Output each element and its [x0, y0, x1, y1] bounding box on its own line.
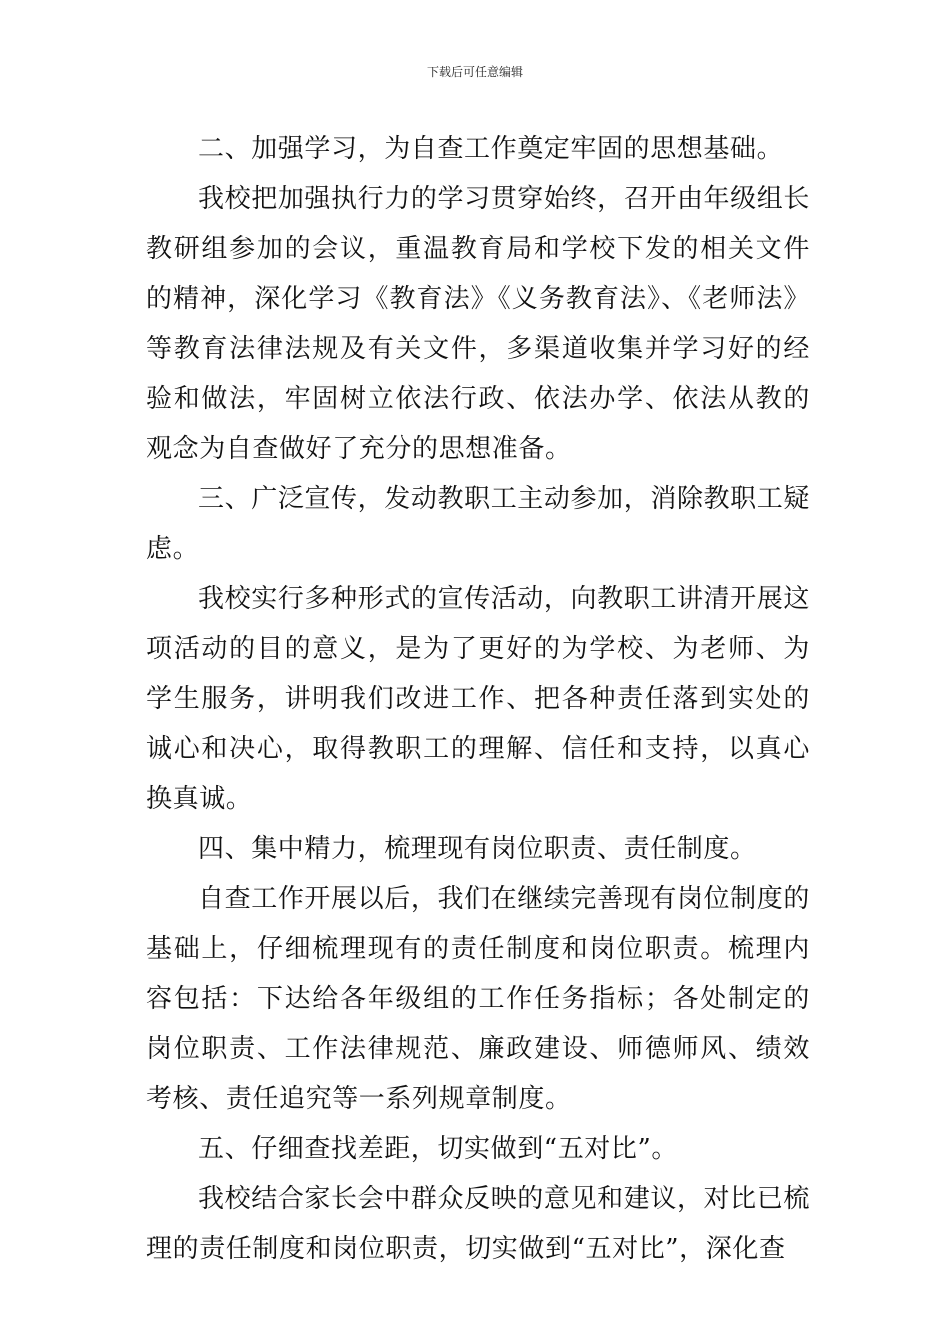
section-heading-3: 三、广泛宣传，发动教职工主动参加，消除教职工疑虑。: [146, 484, 810, 564]
section-heading-5: 五、仔细查找差距，切实做到“五对比”。: [198, 1134, 678, 1164]
section-heading-4: 四、集中精力，梳理现有岗位职责、责任制度。: [198, 834, 757, 864]
paragraph-comparison: 我校结合家长会中群众反映的意见和建议，对比已梳理的责任制度和岗位职责，切实做到“五对比”，深化查: [146, 1184, 810, 1264]
section-heading-2: 二、加强学习，为自查工作奠定牢固的思想基础。: [198, 134, 784, 164]
paragraph-review: 自查工作开展以后，我们在继续完善现有岗位制度的基础上，仔细梳理现有的责任制度和岗位职责。梳理内容包括：下达给各年级组的工作任务指标；各处制定的岗位职责、工作法律规范、廉政建设、师德师风、绩效考核、责任追究等一系列规章制度。: [146, 884, 810, 1114]
header-note: 下载后可任意编辑: [426, 65, 523, 79]
document-body: [146, 124, 810, 1274]
paragraph-publicity: 我校实行多种形式的宣传活动，向教职工讲清开展这项活动的目的意义，是为了更好的为学校、为老师、为学生服务，讲明我们改进工作、把各种责任落到实处的诚心和决心，取得教职工的理解、信任和支持，以真心换真诚。: [146, 584, 810, 814]
paragraph-study: 我校把加强执行力的学习贯穿始终，召开由年级组长教研组参加的会议，重温教育局和学校下发的相关文件的精神，深化学习《教育法》《义务教育法》、《老师法》等教育法律法规及有关文件，多渠道收集并学习好的经验和做法，牢固树立依法行政、依法办学、依法从教的观念为自查做好了充分的思想准备。: [146, 184, 810, 464]
